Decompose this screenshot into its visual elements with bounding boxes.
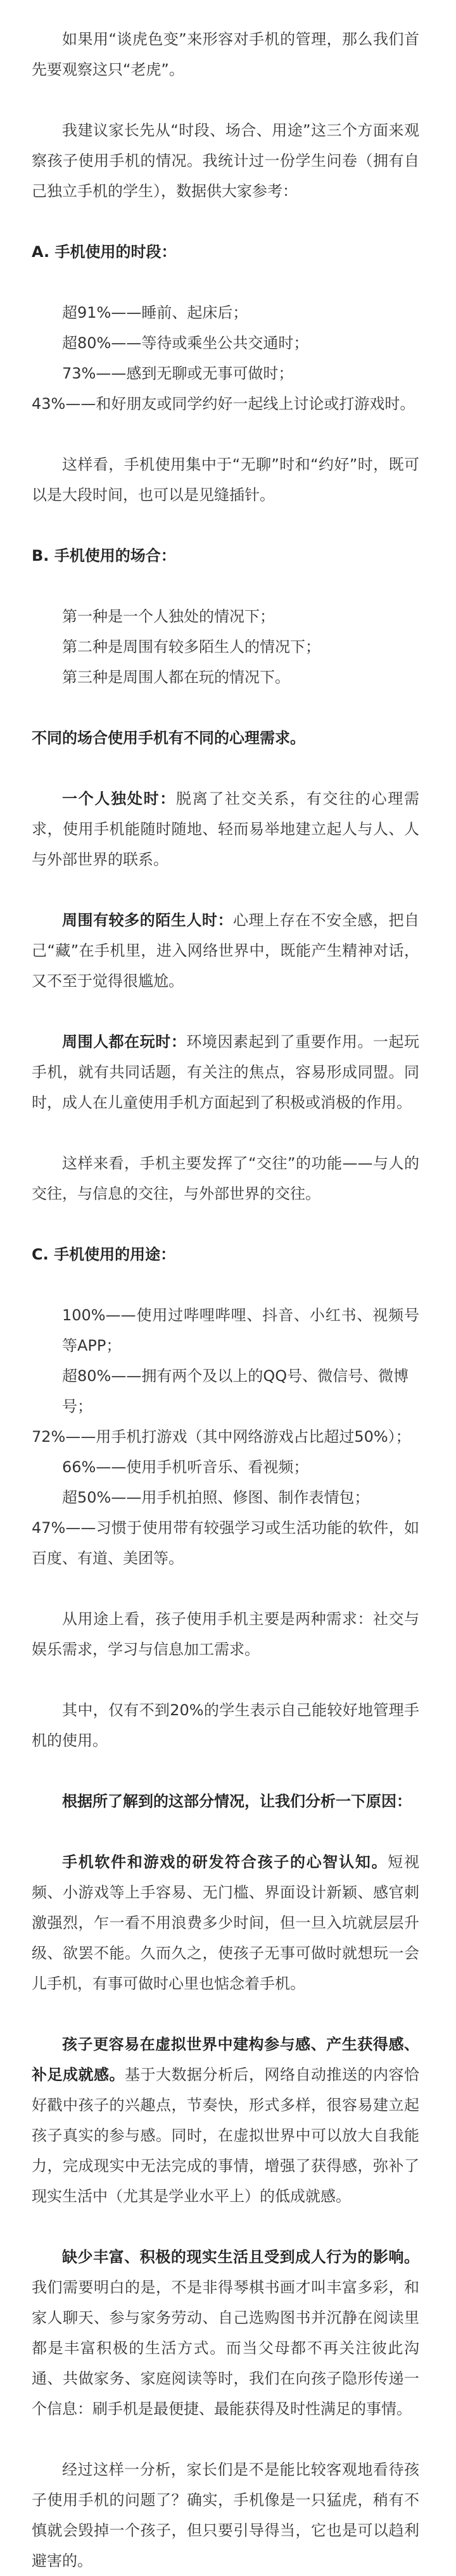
section-c-summary-1: 从用途上看，孩子使用手机主要是两种需求：社交与娱乐需求，学习与信息加工需求。 bbox=[32, 1610, 419, 1658]
section-b-title: B. 手机使用的场合： bbox=[32, 547, 176, 565]
section-b-detail-3 bbox=[32, 1027, 419, 1118]
section-c-item-6: 47%——习惯于使用带有较强学习或生活功能的软件，如百度、有道、美团等。 bbox=[32, 1519, 419, 1567]
closing-paragraph: 经过这样一分析，家长们是不是能比较客观地看待孩子使用手机的问题了？确实，手机像是一只猛虎，稍有不慎就会毁掉一个孩子，但只要引导得当，它也是可以趋利避害的。 bbox=[32, 2461, 419, 2570]
section-c-title: C. 手机使用的用途： bbox=[32, 1246, 176, 1263]
section-a-item-2: 超80%——等待或乘坐公共交通时； bbox=[62, 334, 309, 352]
section-b-detail-1 bbox=[32, 784, 419, 875]
section-a-item-3: 73%——感到无聊或无事可做时； bbox=[62, 365, 294, 382]
section-c-item-2: 超80%——拥有两个及以上的QQ号、微信号、微博号； bbox=[62, 1367, 409, 1415]
section-b-item-1: 第一种是一个人独处的情况下； bbox=[62, 608, 275, 625]
point-lead: 缺少丰富、积极的现实生活且受到成人行为的影响。 bbox=[62, 2248, 419, 2266]
detail-text: 心理上存在不安全感，把自己“藏”在手机里，进入网络世界中，既能产生精神对话，又不至于觉得很尴尬。 bbox=[32, 911, 419, 990]
analysis-point-1 bbox=[32, 1847, 419, 1999]
section-a-summary: 这样看，手机使用集中于“无聊”时和“约好”时，既可以是大段时间，也可以是见缝插针。 bbox=[32, 456, 419, 504]
section-c-summary-2: 其中，仅有不到20%的学生表示自己能较好地管理手机的使用。 bbox=[32, 1701, 419, 1749]
point-lead: 孩子更容易在虚拟世界中建构参与感、产生获得感、补足成就感。 bbox=[32, 2035, 419, 2084]
section-c-item-1: 100%——使用过哔哩哔哩、抖音、小红书、视频号等APP； bbox=[62, 1306, 419, 1354]
point-text: 我们需要明白的是，不是非得琴棋书画才叫丰富多彩，和家人聊天、参与家务劳动、自己选购图书并沉静在阅读里都是丰富积极的生活方式。而当父母都不再关注彼此沟通、共做家务、家庭阅读等时，我们在向孩子隐形传递一个信息：刷手机是最便捷、最能获得及时性满足的事情。 bbox=[32, 2279, 419, 2418]
detail-text: 环境因素起到了重要作用。一起玩手机，就有共同话题，有关注的焦点，容易形成同盟。同时，成人在儿童使用手机方面起到了积极或消极的作用。 bbox=[32, 1033, 420, 1111]
detail-lead: 周围人都在玩时： bbox=[62, 1033, 187, 1051]
detail-lead: 周围有较多的陌生人时： bbox=[62, 911, 233, 929]
section-a-title: A. 手机使用的时段： bbox=[32, 243, 177, 261]
intro-paragraph-1: 如果用“谈虎色变”来形容对手机的管理，那么我们首先要观察这只“老虎”。 bbox=[32, 30, 419, 78]
section-b-subtitle: 不同的场合使用手机有不同的心理需求。 bbox=[32, 729, 305, 747]
analysis-point-2 bbox=[32, 2029, 419, 2211]
intro-paragraph-2: 我建议家长先从“时段、场合、用途”这三个方面来观察孩子使用手机的情况。我统计过一份学生问卷（拥有自己独立手机的学生），数据供大家参考： bbox=[32, 122, 419, 200]
section-c-item-5: 超50%——用手机拍照、修图、制作表情包； bbox=[62, 1489, 370, 1506]
section-b-detail-2 bbox=[32, 905, 419, 996]
section-b-summary: 这样来看，手机主要发挥了“交往”的功能——与人的交往，与信息的交往，与外部世界的交往。 bbox=[32, 1154, 419, 1203]
section-a-item-1: 超91%——睡前、起床后； bbox=[62, 304, 248, 322]
detail-text: 脱离了社交关系，有交往的心理需求，使用手机能随时随地、轻而易举地建立起人与人、人与外部世界的联系。 bbox=[32, 790, 419, 868]
analysis-point-3 bbox=[32, 2242, 419, 2424]
section-b-item-2: 第二种是周围有较多陌生人的情况下； bbox=[62, 638, 320, 656]
point-text: 基于大数据分析后，网络自动推送的内容恰好戳中孩子的兴趣点，节奏快，形式多样，很容易建立起孩子真实的参与感。同时，在虚拟世界中可以放大自我能力，完成现实中无法完成的事情，增强了获得感，弥补了现实生活中（尤其是学业水平上）的低成就感。 bbox=[32, 2066, 419, 2205]
section-a-item-4: 43%——和好朋友或同学约好一起线上讨论或打游戏时。 bbox=[32, 395, 415, 413]
analysis-title: 根据所了解到的这部分情况，让我们分析一下原因： bbox=[62, 1792, 412, 1810]
section-b-item-3: 第三种是周围人都在玩的情况下。 bbox=[62, 668, 290, 686]
section-c-item-4: 66%——使用手机听音乐、看视频； bbox=[62, 1458, 309, 1476]
detail-lead: 一个人独处时： bbox=[62, 790, 176, 808]
point-lead: 手机软件和游戏的研发符合孩子的心智认知。 bbox=[62, 1853, 388, 1871]
section-c-item-3: 72%——用手机打游戏（其中网络游戏占比超过50%）； bbox=[32, 1428, 411, 1446]
point-text: 短视频、小游戏等上手容易、无门槛、界面设计新颖、感官刺激强烈，乍一看不用浪费多少时间，但一旦入坑就层层升级、欲罢不能。久而久之，使孩子无事可做时就想玩一会儿手机，有事可做时心里也惦念着手机。 bbox=[32, 1853, 420, 1992]
